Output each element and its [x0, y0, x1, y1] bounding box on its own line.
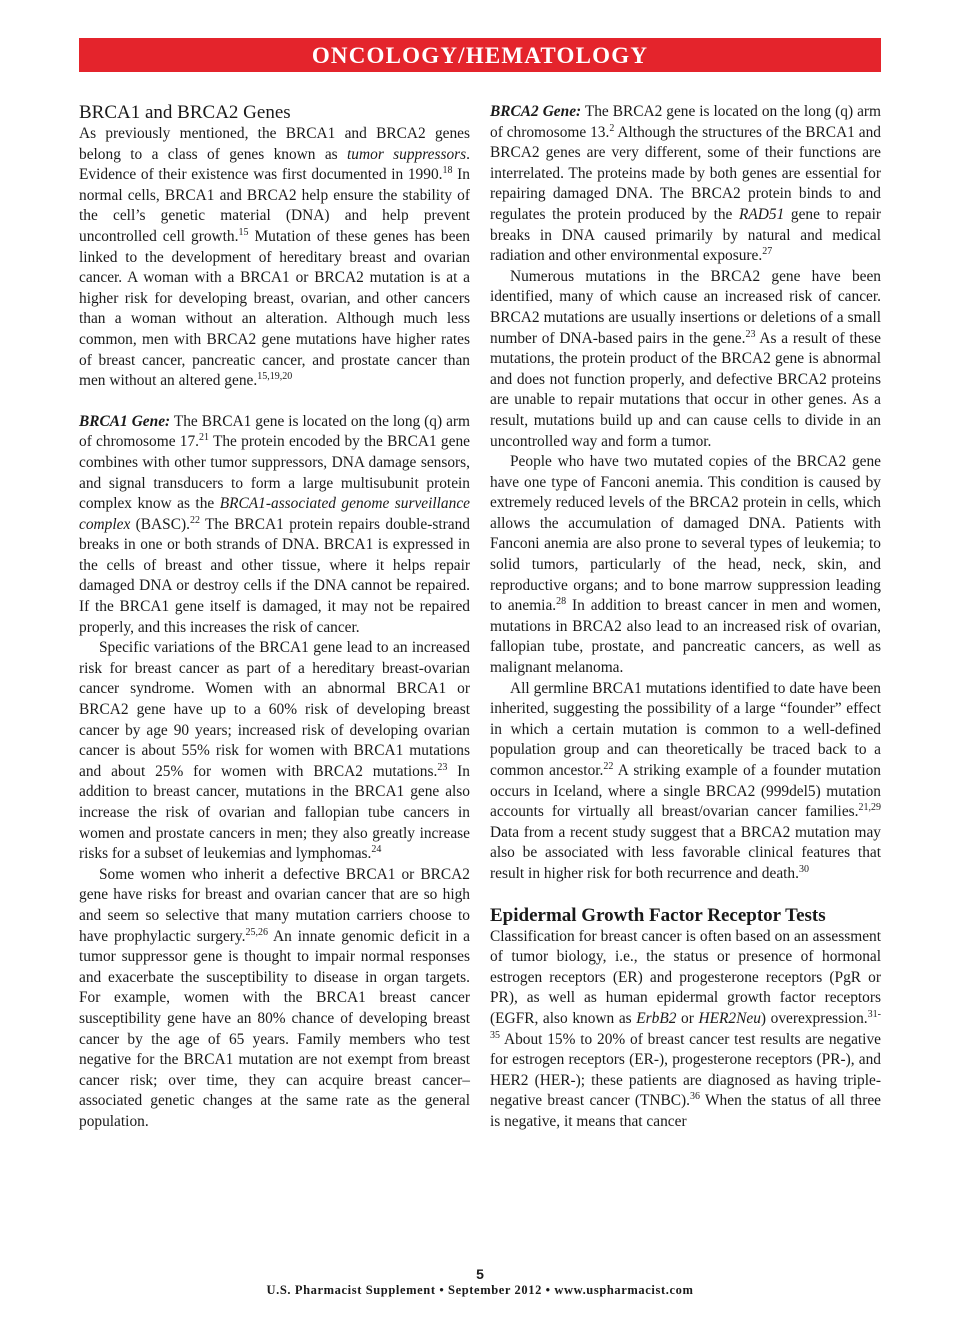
runin-heading-brca1: BRCA1 Gene:	[79, 412, 171, 430]
paragraph: Numerous mutations in the BRCA2 gene have been identified, many of which cause an increased risk of cancer. BRCA2 mutations are usually insertions or deletions of a small number of DNA-based pairs in the gene.$^{23}$ As a result of these mutations, the protein product of the BRCA2 gene is abnormal and does not function properly, and defective BRCA2 proteins are unable to repair mutations that occur in other genes. As a result, mutations build up and can cause cells to divide in an uncontrolled way and form a tumor.	[490, 267, 881, 450]
page-number: 5	[476, 1266, 484, 1282]
paragraph: Classification for breast cancer is often based on an assessment of tumor biology, i.e., the status or presence of hormonal estrogen receptors (ER) and progesterone receptors (PgR or PR), as well as human epidermal growth factor receptors (EGFR, also known as ErbB2 or HER2Neu) overexpression.$^{31-35}$ About 15% to 20% of breast cancer test results are negative for estrogen receptors (ER-), progesterone receptors (PR-), and HER2 (HER-); these patients are diagnosed as having triple-negative breast cancer (TNBC).$^{36}$ When the status of all three is negative, it means that cancer	[490, 927, 881, 1130]
left-column	[79, 102, 470, 1133]
paragraph: Some women who inherit a defective BRCA1 or BRCA2 gene have risks for breast and ovarian cancer that are so high and seem so selective that many mutation carriers choose to have prophylactic surgery.$^{25,26}$ An innate genomic deficit in a tumor suppressor gene is thought to impair normal responses and exacerbate the susceptibility to disease in organ targets. For example, women with the BRCA1 breast cancer susceptibility gene have an 80% chance of developing breast cancer by the age of 65 years. Family members who test negative for the BRCA1 mutation are not exempt from breast cancer risk; over time, they can acquire breast cancer–associated genetic changes at the same rate as the general population.	[79, 865, 470, 1130]
heading-brca-genes: BRCA1 and BRCA2 Genes	[79, 102, 291, 123]
heading-egfr-tests: Epidermal Growth Factor Receptor Tests	[490, 904, 826, 926]
footer-publication-line: U.S. Pharmacist Supplement • September 2012 • www.uspharmacist.com	[266, 1283, 694, 1297]
paragraph: People who have two mutated copies of the BRCA2 gene have one type of Fanconi anemia. This condition is caused by extremely reduced levels of the BRCA2 protein in cells, which allows the accumulation of damaged DNA. Patients with Fanconi anemia are also prone to several types of leukemia; to solid tumors, particularly of the head, neck, skin, and reproductive organs; and to bone marrow suppression leading to anemia.$^{28}$ In addition to breast cancer in men and women, mutations in BRCA2 also lead to an increased risk of ovarian, fallopian tube, prostate, and pancreatic cancers, as well as malignant melanoma.	[490, 453, 881, 677]
paragraph: Specific variations of the BRCA1 gene lead to an increased risk for breast cancer as part of a hereditary breast-ovarian cancer syndrome. Women with an abnormal BRCA1 or BRCA2 gene have up to a 60% risk of developing breast cancer by age 90 years; increased risk of developing ovarian cancer is about 55% risk for women with BRCA1 mutations and about 25% for women with BRCA2 mutations.$^{23}$ In addition to breast cancer, mutations in the BRCA1 gene also increase the risk of ovarian and fallopian tube cancers in women and prostate cancers in men; they also greatly increase risks for a subset of leukemias and lymphomas.$^{24}$	[79, 639, 470, 863]
runin-heading-brca2: BRCA2 Gene:	[490, 103, 582, 120]
paragraph: As previously mentioned, the BRCA1 and BRCA2 genes belong to a class of genes known as tumor suppressors. Evidence of their existence was first documented in 1990.18 In normal cells, BRCA1 and BRCA2 help ensure the stability of the cell’s genetic material (DNA) and help prevent uncontrolled cell growth.$^{15}$ Mutation of these genes has been linked to the development of hereditary breast and ovarian cancer. A woman with a BRCA1 or BRCA2 mutation is at a higher risk for developing breast, ovarian, and other cancers than a woman without an alteration. Although much less common, men with BRCA2 gene mutations have higher rates of breast cancer, pancreatic cancer, and prostate cancer than men without an altered gene.$^{15,19,20}$	[79, 125, 470, 390]
section-banner: ONCOLOGY/HEMATOLOGY	[79, 38, 881, 72]
paragraph: BRCA2 Gene: The BRCA2 gene is located on the long (q) arm of chromosome 13.$^2$ Although the structures of the BRCA1 and BRCA2 genes are very different, some of their functions are interrelated. The proteins made by both genes are essential for repairing damaged DNA. The BRCA2 protein binds to and regulates the protein produced by the RAD51 gene to repair breaks in DNA caused primarily by natural and medical radiation and other environmental exposure.$^{27}$	[490, 103, 881, 265]
right-column	[490, 102, 881, 1133]
paragraph: BRCA1 Gene: The BRCA1 gene is located on the long (q) arm of chromosome 17.21 The protein encoded by the BRCA1 gene combines with other tumor suppressors, DNA damage sensors, and signal transducers to form a large multisubunit protein complex know as the BRCA1-associated genome surveillance complex (BASC).$^{22}$ The BRCA1 protein repairs double-strand breaks in one or both strands of DNA. BRCA1 is expressed in the cells of breast and other tissue, where it helps repair damaged DNA or destroy cells if the DNA cannot be repaired. If the BRCA1 gene itself is damaged, it may not be repaired properly, and this increases the risk of cancer.	[79, 412, 470, 636]
paragraph: All germline BRCA1 mutations identified to date have been inherited, suggesting the possibility of a large “founder” effect in which a certain mutation is common to a well-defined population group and can theoretically be traced back to a common ancestor.$^{22}$ A striking example of a founder mutation occurs in Iceland, where a single BRCA2 (999del5) mutation accounts for virtually all breast/ovarian cancer families.$^{21,29}$ Data from a recent study suggest that a BRCA2 mutation may also be associated with less favorable clinical features that result in higher risk for both recurrence and death.$^{30}$	[490, 679, 881, 882]
